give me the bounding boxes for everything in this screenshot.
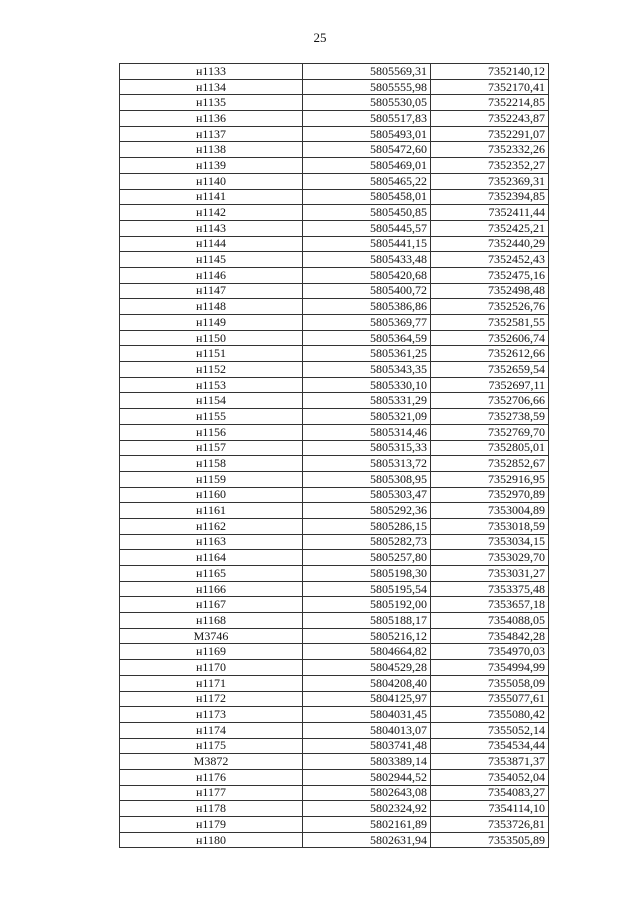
- x-coordinate-cell: 5805364,59: [303, 330, 431, 346]
- y-coordinate-cell: 7352697,11: [431, 377, 549, 393]
- y-coordinate-cell: 7354994,99: [431, 660, 549, 676]
- point-name-cell: н1163: [120, 534, 303, 550]
- table-row: [120, 660, 549, 676]
- point-name-cell: н1153: [120, 377, 303, 393]
- point-name-cell: н1157: [120, 440, 303, 456]
- x-coordinate-cell: 5804031,45: [303, 707, 431, 723]
- y-coordinate-cell: 7353505,89: [431, 832, 549, 848]
- y-coordinate-cell: 7352291,07: [431, 126, 549, 142]
- table-row: [120, 817, 549, 833]
- table-row: [120, 628, 549, 644]
- x-coordinate-cell: 5805188,17: [303, 613, 431, 629]
- table-row: [120, 691, 549, 707]
- point-name-cell: н1140: [120, 173, 303, 189]
- x-coordinate-cell: 5805192,00: [303, 597, 431, 613]
- x-coordinate-cell: 5805458,01: [303, 189, 431, 205]
- y-coordinate-cell: 7355080,42: [431, 707, 549, 723]
- y-coordinate-cell: 7352970,89: [431, 487, 549, 503]
- table-row: [120, 675, 549, 691]
- table-row: [120, 769, 549, 785]
- point-name-cell: н1136: [120, 111, 303, 127]
- x-coordinate-cell: 5805469,01: [303, 158, 431, 174]
- point-name-cell: н1170: [120, 660, 303, 676]
- y-coordinate-cell: 7352526,76: [431, 299, 549, 315]
- y-coordinate-cell: 7354083,27: [431, 785, 549, 801]
- point-name-cell: н1176: [120, 769, 303, 785]
- y-coordinate-cell: 7352440,29: [431, 236, 549, 252]
- point-name-cell: н1164: [120, 550, 303, 566]
- x-coordinate-cell: 5805400,72: [303, 283, 431, 299]
- y-coordinate-cell: 7353657,18: [431, 597, 549, 613]
- y-coordinate-cell: 7352369,31: [431, 173, 549, 189]
- x-coordinate-cell: 5805314,46: [303, 424, 431, 440]
- x-coordinate-cell: 5805216,12: [303, 628, 431, 644]
- point-name-cell: н1154: [120, 393, 303, 409]
- table-row: [120, 613, 549, 629]
- point-name-cell: н1158: [120, 456, 303, 472]
- page-number: 25: [313, 30, 327, 45]
- table-row: [120, 518, 549, 534]
- coordinates-table: [119, 63, 549, 848]
- table-row: [120, 503, 549, 519]
- x-coordinate-cell: 5803741,48: [303, 738, 431, 754]
- y-coordinate-cell: 7353871,37: [431, 754, 549, 770]
- table-row: [120, 111, 549, 127]
- table-row: [120, 346, 549, 362]
- x-coordinate-cell: 5805313,72: [303, 456, 431, 472]
- table-row: [120, 330, 549, 346]
- point-name-cell: н1159: [120, 471, 303, 487]
- x-coordinate-cell: 5805517,83: [303, 111, 431, 127]
- point-name-cell: н1150: [120, 330, 303, 346]
- table-row: [120, 126, 549, 142]
- x-coordinate-cell: 5805330,10: [303, 377, 431, 393]
- y-coordinate-cell: 7354970,03: [431, 644, 549, 660]
- x-coordinate-cell: 5805569,31: [303, 64, 431, 80]
- point-name-cell: н1161: [120, 503, 303, 519]
- table-row: [120, 424, 549, 440]
- table-row: [120, 597, 549, 613]
- x-coordinate-cell: 5805315,33: [303, 440, 431, 456]
- point-name-cell: н1156: [120, 424, 303, 440]
- point-name-cell: н1151: [120, 346, 303, 362]
- point-name-cell: н1168: [120, 613, 303, 629]
- y-coordinate-cell: 7352243,87: [431, 111, 549, 127]
- x-coordinate-cell: 5804125,97: [303, 691, 431, 707]
- point-name-cell: н1174: [120, 722, 303, 738]
- point-name-cell: н1160: [120, 487, 303, 503]
- y-coordinate-cell: 7352706,66: [431, 393, 549, 409]
- point-name-cell: н1145: [120, 252, 303, 268]
- table-row: [120, 534, 549, 550]
- table-row: [120, 377, 549, 393]
- x-coordinate-cell: 5805472,60: [303, 142, 431, 158]
- table-row: [120, 550, 549, 566]
- table-row: [120, 362, 549, 378]
- x-coordinate-cell: 5802643,08: [303, 785, 431, 801]
- y-coordinate-cell: 7354052,04: [431, 769, 549, 785]
- point-name-cell: н1166: [120, 581, 303, 597]
- y-coordinate-cell: 7352140,12: [431, 64, 549, 80]
- table-row: [120, 707, 549, 723]
- point-name-cell: н1169: [120, 644, 303, 660]
- point-name-cell: н1177: [120, 785, 303, 801]
- point-name-cell: н1135: [120, 95, 303, 111]
- table-row: [120, 236, 549, 252]
- y-coordinate-cell: 7352352,27: [431, 158, 549, 174]
- point-name-cell: М3746: [120, 628, 303, 644]
- point-name-cell: н1141: [120, 189, 303, 205]
- table-row: [120, 471, 549, 487]
- x-coordinate-cell: 5805292,36: [303, 503, 431, 519]
- table-row: [120, 644, 549, 660]
- point-name-cell: н1138: [120, 142, 303, 158]
- y-coordinate-cell: 7352805,01: [431, 440, 549, 456]
- y-coordinate-cell: 7352170,41: [431, 79, 549, 95]
- table-row: [120, 299, 549, 315]
- point-name-cell: н1179: [120, 817, 303, 833]
- table-row: [120, 754, 549, 770]
- x-coordinate-cell: 5805493,01: [303, 126, 431, 142]
- table-row: [120, 487, 549, 503]
- x-coordinate-cell: 5805386,86: [303, 299, 431, 315]
- table-row: [120, 283, 549, 299]
- y-coordinate-cell: 7352916,95: [431, 471, 549, 487]
- x-coordinate-cell: 5804664,82: [303, 644, 431, 660]
- table-row: [120, 95, 549, 111]
- point-name-cell: н1167: [120, 597, 303, 613]
- x-coordinate-cell: 5802631,94: [303, 832, 431, 848]
- y-coordinate-cell: 7354842,28: [431, 628, 549, 644]
- point-name-cell: н1146: [120, 267, 303, 283]
- table-row: [120, 79, 549, 95]
- point-name-cell: н1173: [120, 707, 303, 723]
- y-coordinate-cell: 7352452,43: [431, 252, 549, 268]
- point-name-cell: н1175: [120, 738, 303, 754]
- x-coordinate-cell: 5805286,15: [303, 518, 431, 534]
- point-name-cell: н1134: [120, 79, 303, 95]
- table-row: [120, 267, 549, 283]
- x-coordinate-cell: 5804013,07: [303, 722, 431, 738]
- table-row: [120, 581, 549, 597]
- point-name-cell: н1147: [120, 283, 303, 299]
- y-coordinate-cell: 7352659,54: [431, 362, 549, 378]
- y-coordinate-cell: 7352852,67: [431, 456, 549, 472]
- x-coordinate-cell: 5804529,28: [303, 660, 431, 676]
- y-coordinate-cell: 7352738,59: [431, 409, 549, 425]
- point-name-cell: н1180: [120, 832, 303, 848]
- table-row: [120, 205, 549, 221]
- table-row: [120, 801, 549, 817]
- table-row: [120, 738, 549, 754]
- y-coordinate-cell: 7352606,74: [431, 330, 549, 346]
- y-coordinate-cell: 7353004,89: [431, 503, 549, 519]
- table-row: [120, 189, 549, 205]
- table-row: [120, 722, 549, 738]
- point-name-cell: н1143: [120, 220, 303, 236]
- y-coordinate-cell: 7353726,81: [431, 817, 549, 833]
- table-row: [120, 456, 549, 472]
- y-coordinate-cell: 7354088,05: [431, 613, 549, 629]
- y-coordinate-cell: 7352612,66: [431, 346, 549, 362]
- table-row: [120, 785, 549, 801]
- x-coordinate-cell: 5805433,48: [303, 252, 431, 268]
- table-row: [120, 832, 549, 848]
- y-coordinate-cell: 7352581,55: [431, 315, 549, 331]
- y-coordinate-cell: 7352411,44: [431, 205, 549, 221]
- table-row: [120, 220, 549, 236]
- point-name-cell: н1172: [120, 691, 303, 707]
- x-coordinate-cell: 5802161,89: [303, 817, 431, 833]
- table-row: [120, 409, 549, 425]
- x-coordinate-cell: 5805198,30: [303, 566, 431, 582]
- y-coordinate-cell: 7353034,15: [431, 534, 549, 550]
- table-row: [120, 173, 549, 189]
- y-coordinate-cell: 7354534,44: [431, 738, 549, 754]
- point-name-cell: н1149: [120, 315, 303, 331]
- point-name-cell: н1144: [120, 236, 303, 252]
- x-coordinate-cell: 5804208,40: [303, 675, 431, 691]
- table-row: [120, 566, 549, 582]
- table-row: [120, 64, 549, 80]
- point-name-cell: н1171: [120, 675, 303, 691]
- x-coordinate-cell: 5805303,47: [303, 487, 431, 503]
- point-name-cell: н1137: [120, 126, 303, 142]
- point-name-cell: н1155: [120, 409, 303, 425]
- point-name-cell: н1152: [120, 362, 303, 378]
- x-coordinate-cell: 5805331,29: [303, 393, 431, 409]
- y-coordinate-cell: 7352769,70: [431, 424, 549, 440]
- x-coordinate-cell: 5805530,05: [303, 95, 431, 111]
- x-coordinate-cell: 5805308,95: [303, 471, 431, 487]
- point-name-cell: н1148: [120, 299, 303, 315]
- y-coordinate-cell: 7352214,85: [431, 95, 549, 111]
- point-name-cell: н1162: [120, 518, 303, 534]
- y-coordinate-cell: 7353018,59: [431, 518, 549, 534]
- x-coordinate-cell: 5805282,73: [303, 534, 431, 550]
- point-name-cell: М3872: [120, 754, 303, 770]
- x-coordinate-cell: 5805465,22: [303, 173, 431, 189]
- x-coordinate-cell: 5805361,25: [303, 346, 431, 362]
- x-coordinate-cell: 5805343,35: [303, 362, 431, 378]
- x-coordinate-cell: 5805441,15: [303, 236, 431, 252]
- point-name-cell: н1178: [120, 801, 303, 817]
- x-coordinate-cell: 5802944,52: [303, 769, 431, 785]
- table-row: [120, 142, 549, 158]
- y-coordinate-cell: 7352425,21: [431, 220, 549, 236]
- point-name-cell: н1133: [120, 64, 303, 80]
- x-coordinate-cell: 5805321,09: [303, 409, 431, 425]
- y-coordinate-cell: 7353375,48: [431, 581, 549, 597]
- y-coordinate-cell: 7352394,85: [431, 189, 549, 205]
- point-name-cell: н1165: [120, 566, 303, 582]
- table-row: [120, 440, 549, 456]
- x-coordinate-cell: 5805257,80: [303, 550, 431, 566]
- x-coordinate-cell: 5805445,57: [303, 220, 431, 236]
- y-coordinate-cell: 7355058,09: [431, 675, 549, 691]
- table-row: [120, 393, 549, 409]
- x-coordinate-cell: 5803389,14: [303, 754, 431, 770]
- x-coordinate-cell: 5805195,54: [303, 581, 431, 597]
- x-coordinate-cell: 5805450,85: [303, 205, 431, 221]
- x-coordinate-cell: 5805555,98: [303, 79, 431, 95]
- x-coordinate-cell: 5802324,92: [303, 801, 431, 817]
- y-coordinate-cell: 7352475,16: [431, 267, 549, 283]
- y-coordinate-cell: 7355077,61: [431, 691, 549, 707]
- y-coordinate-cell: 7352332,26: [431, 142, 549, 158]
- coordinates-table-body: [120, 64, 549, 848]
- y-coordinate-cell: 7354114,10: [431, 801, 549, 817]
- table-row: [120, 252, 549, 268]
- point-name-cell: н1139: [120, 158, 303, 174]
- y-coordinate-cell: 7353031,27: [431, 566, 549, 582]
- table-row: [120, 158, 549, 174]
- y-coordinate-cell: 7355052,14: [431, 722, 549, 738]
- y-coordinate-cell: 7353029,70: [431, 550, 549, 566]
- y-coordinate-cell: 7352498,48: [431, 283, 549, 299]
- x-coordinate-cell: 5805420,68: [303, 267, 431, 283]
- x-coordinate-cell: 5805369,77: [303, 315, 431, 331]
- table-row: [120, 315, 549, 331]
- point-name-cell: н1142: [120, 205, 303, 221]
